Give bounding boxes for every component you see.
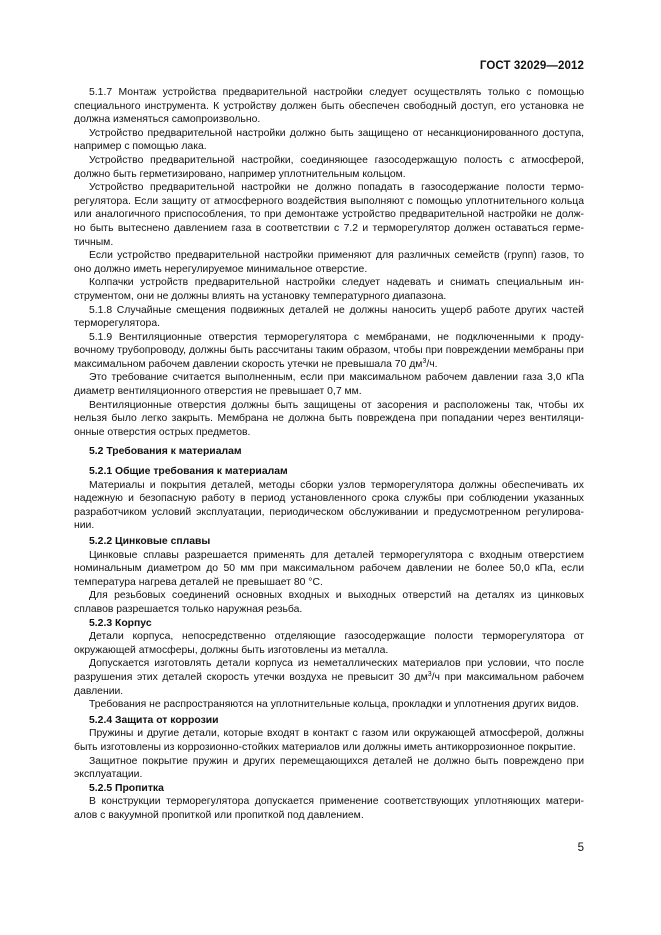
document-code: ГОСТ 32029—2012: [479, 60, 584, 72]
paragraph-5-2-4-coating: Защитное покрытие пружин и других перемещающихся деталей не должно быть повреждено при эксплуатации.: [74, 755, 584, 781]
superscript-cubic: 3: [427, 670, 432, 678]
paragraph-5-1-9-vents: Вентиляционные отверстия должны быть защищены от засорения и расположены так, чтобы их нельзя было легко закрыть. Мембрана не должна быть повреждена при попадании через вентиляционные отверстия острых предметов.: [74, 399, 584, 438]
paragraph-5-2-3-nonmetal: [74, 657, 584, 698]
subsection-heading-5-2-1: 5.2.1 Общие требования к материалам: [89, 466, 288, 478]
document-body: [74, 86, 584, 822]
paragraph-5-1-7-protection: Устройство предварительной настройки должно быть защищено от несанкционированного доступа, например с помощью лака.: [74, 127, 584, 153]
paragraph-5-1-9-text: 5.1.9 Вентиляционные отверстия терморегулятора с мембранами, не подключенными к продувочному трубопроводу, должны быть рассчитаны таким образом, чтобы при повреждении мембраны при максимальном рабочем давлении скорость утечки не превышала 70 дм: [74, 331, 584, 370]
paragraph-5-1-7-gas-cavity: Устройство предварительной настройки не должно попадать в газосодержание полости терморегулятора. Если защиту от атмосферного воздействия выполняют с помощью уплотнительного кольца или аналогичного приспособления, то при демонтаже устройство предварительной настройки не должно быть вытеснено давлением газа в соответствии с 7.2 и терморегулятор должен оставаться герметичным.: [74, 182, 584, 248]
paragraph-5-2-2-threads: Для резьбовых соединений основных входных и выходных отверстий на деталях из цинковых сплавов разрешается только наружная резьба.: [74, 590, 584, 615]
paragraph-5-2-2-zinc: Цинковые сплавы разрешается применять для деталей терморегулятора с входным отверстием номинальным диаметром до 50 мм при максимальном рабочем давлении не более 50,0 кПа, если температура нагрева деталей не превышает 80 °С.: [74, 549, 584, 588]
paragraph-5-1-7: 5.1.7 Монтаж устройства предварительной настройки следует осуществлять только с помощью специального инструмента. К устройству должен быть обеспечен свободный доступ, его установка не должна изменяться самопроизвольно.: [74, 87, 584, 126]
superscript-cubic: 3: [422, 357, 427, 365]
page-number: 5: [577, 842, 584, 854]
paragraph-5-1-7-caps: Колпачки устройств предварительной настройки следует надевать и снимать специальным инструментом, они не должны влиять на установку температурного диапазона.: [74, 277, 584, 302]
paragraph-5-2-3-nonmetal-tail: /ч при максимальном рабочем давлении.: [74, 671, 584, 697]
paragraph-5-2-3-exclusions: Требования не распространяются на уплотнительные кольца, прокладки и уплотнения других видов.: [89, 699, 579, 711]
paragraph-5-2-1: Материалы и покрытия деталей, методы сборки узлов терморегулятора должны обеспечивать их надежную и безопасную работу в период установленного срока службы при соблюдении указанных разработчиком условий эксплуатации, периодическом обслуживании и предусмотренном регулировании.: [74, 479, 584, 532]
paragraph-5-2-4-springs: Пружины и другие детали, которые входят в контакт с газом или окружающей атмосферой, должны быть изготовлены из коррозионно-стойких материалов или должны иметь антикоррозионное покрытие.: [74, 728, 584, 753]
paragraph-5-1-9-unit: /ч.: [426, 358, 438, 370]
subsection-heading-5-2-2: 5.2.2 Цинковые сплавы: [89, 536, 211, 547]
subsection-heading-5-2-4: 5.2.4 Защита от коррозии: [89, 714, 219, 726]
paragraph-5-1-7-sealing: Устройство предварительной настройки, соединяющее газосодержащую полость с атмосферой, должно быть герметизировано, например уплотнительным кольцом.: [74, 154, 584, 180]
subsection-heading-5-2-5: 5.2.5 Пропитка: [89, 782, 164, 794]
paragraph-5-1-7-gas-families: Если устройство предварительной настройки применяют для различных семейств (групп) газов, то оно должно иметь нерегулируемое минимальное отверстие.: [74, 250, 584, 275]
paragraph-5-2-5: В конструкции терморегулятора допускается применение соответствующих уплотняющих материалов с вакуумной пропиткой или пропиткой под давлением.: [74, 796, 584, 821]
section-heading-5-2: 5.2 Требования к материалам: [89, 446, 242, 458]
paragraph-5-1-9-requirement: Это требование считается выполненным, если при максимальном рабочем давлении газа 3,0 кПа диаметр вентиляционного отверстия не превышает 0,7 мм.: [74, 372, 584, 398]
paragraph-5-2-3-nonmetal-text: Допускается изготовлять детали корпуса из неметаллических материалов при условии, что после разрушения этих деталей скорость утечки воздуха не превысит 30 дм: [74, 658, 584, 683]
paragraph-5-1-8: 5.1.8 Случайные смещения подвижных деталей не должны наносить ущерб работе других частей терморегулятора.: [74, 304, 584, 330]
subsection-heading-5-2-3: 5.2.3 Корпус: [89, 617, 152, 629]
paragraph-5-2-3-metal: Детали корпуса, непосредственно отделяющие газосодержащие полости терморегулятора от окружающей атмосферы, должны быть изготовлены из металла.: [74, 631, 584, 656]
paragraph-5-1-9: [74, 331, 584, 372]
